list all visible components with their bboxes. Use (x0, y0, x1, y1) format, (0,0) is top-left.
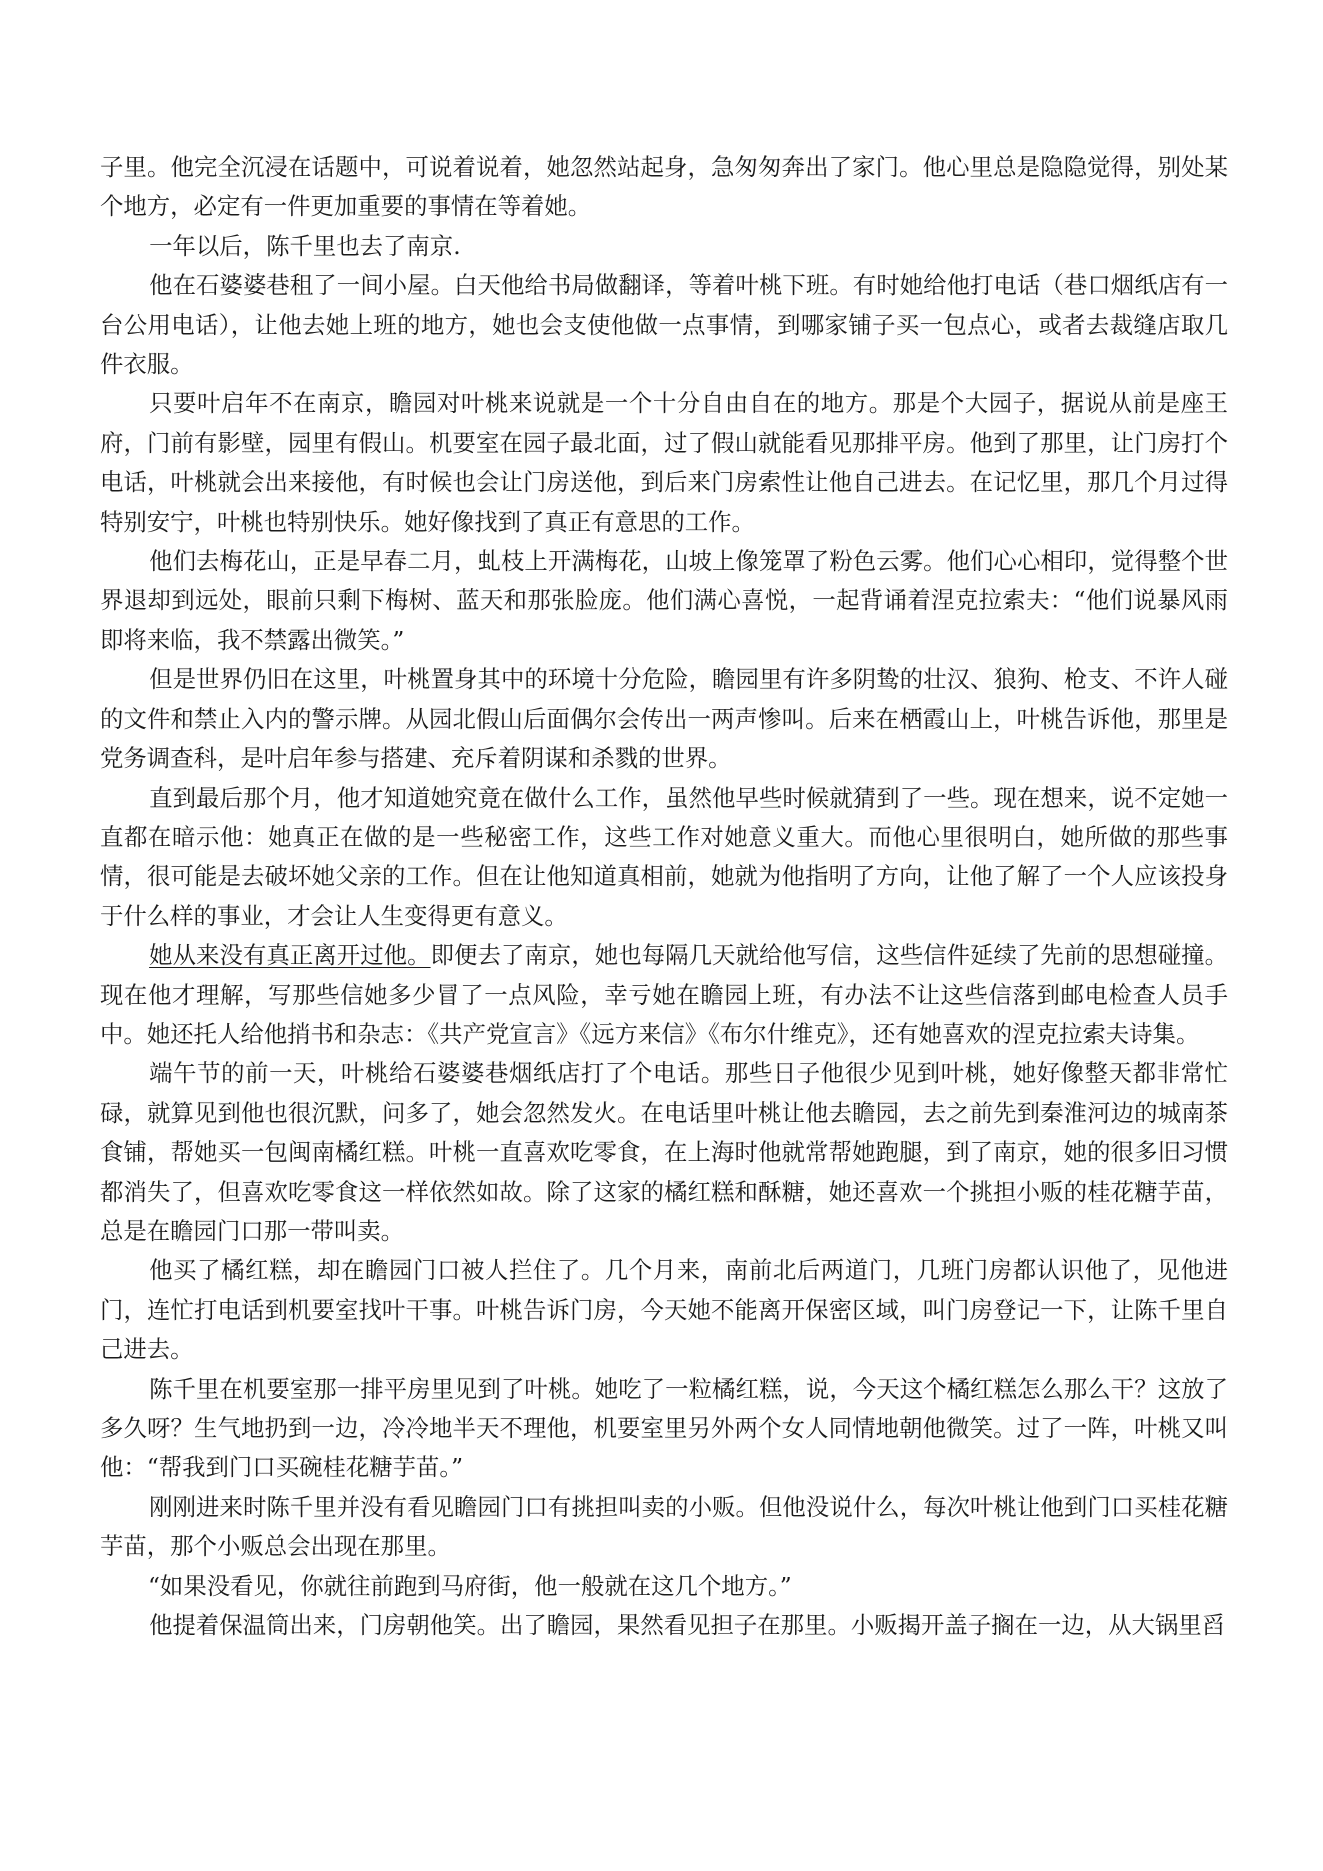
paragraph-1: 子里。他完全沉浸在话题中，可说着说着，她忽然站起身，急匆匆奔出了家门。他心里总是隐隐觉得，别处某个地方，必定有一件更加重要的事情在等着她。 (100, 153, 1228, 221)
paragraph-11: 陈千里在机要室那一排平房里见到了叶桃。她吃了一粒橘红糕，说，今天这个橘红糕怎么那么干？这放了多久呀？生气地扔到一边，冷冷地半天不理他，机要室里另外两个女人同情地朝他微笑。过了一阵，叶桃又叫他：“帮我到门口买碗桂花糖芋苗。” (100, 1374, 1228, 1482)
underlined-sentence: 她从来没有真正离开过他。 (149, 941, 431, 970)
paragraph-7: 直到最后那个月，他才知道她究竟在做什么工作，虽然他早些时候就猜到了一些。现在想来，说不定她一直都在暗示他：她真正在做的是一些秘密工作，这些工作对她意义重大。而他心里很明白，她所做的那些事情，很可能是去破坏她父亲的工作。但在让他知道真相前，她就为他指明了方向，让他了解了一个人应该投身于什么样的事业，才会让人生变得更有意义。 (100, 783, 1228, 930)
paragraph-12: 刚刚进来时陈千里并没有看见瞻园门口有挑担叫卖的小贩。但他没说什么，每次叶桃让他到门口买桂花糖芋苗，那个小贩总会出现在那里。 (100, 1492, 1228, 1561)
paragraph-8-rest: 即便去了南京，她也每隔几天就给他写信，这些信件延续了先前的思想碰撞。现在他才理解，写那些信她多少冒了一点风险，幸亏她在瞻园上班，有办法不让这些信落到邮电检查人员手中。她还托人给他捎书和杂志：《共产党宣言》《远方来信》《布尔什维克》，还有她喜欢的涅克拉索夫诗集。 (100, 941, 1229, 1048)
paragraph-8 (100, 936, 1228, 1054)
paragraph-5: 他们去梅花山，正是早春二月，虬枝上开满梅花，山坡上像笼罩了粉色云雾。他们心心相印，觉得整个世界退却到远处，眼前只剩下梅树、蓝天和那张脸庞。他们满心喜悦，一起背诵着涅克拉索夫：“他们说暴风雨即将来临，我不禁露出微笑。” (100, 547, 1228, 654)
paragraph-4: 只要叶启年不在南京，瞻园对叶桃来说就是一个十分自由自在的地方。那是个大园子，据说从前是座王府，门前有影壁，园里有假山。机要室在园子最北面，过了假山就能看见那排平房。他到了那里，让门房打个电话，叶桃就会出来接他，有时候也会让门房送他，到后来门房索性让他自己进去。在记忆里，那几个月过得特别安宁，叶桃也特别快乐。她好像找到了真正有意思的工作。 (100, 389, 1228, 536)
paragraph-14: 他提着保温筒出来，门房朝他笑。出了瞻园，果然看见担子在那里。小贩揭开盖子搁在一边，从大锅里舀 (149, 1611, 1226, 1640)
paragraph-13: “如果没看见，你就往前跑到马府街，他一般就在这几个地方。” (147, 1571, 792, 1600)
paragraph-6: 但是世界仍旧在这里，叶桃置身其中的环境十分危险，瞻园里有许多阴鸷的壮汉、狼狗、枪支、不许人碰的文件和禁止入内的警示牌。从园北假山后面偶尔会传出一两声惨叫。后来在栖霞山上，叶桃告诉他，那里是党务调查科，是叶启年参与搭建、充斥着阴谋和杀戮的世界。 (100, 665, 1228, 773)
paragraph-10: 他买了橘红糕，却在瞻园门口被人拦住了。几个月来，南前北后两道门，几班门房都认识他了，见他进门，连忙打电话到机要室找叶干事。叶桃告诉门房，今天她不能离开保密区域，叫门房登记一下，让陈千里自己进去。 (100, 1256, 1228, 1364)
paragraph-3: 他在石婆婆巷租了一间小屋。白天他给书局做翻译，等着叶桃下班。有时她给他打电话（巷口烟纸店有一台公用电话），让他去她上班的地方，她也会支使他做一点事情，到哪家铺子买一包点心，或者去裁缝店取几件衣服。 (100, 271, 1228, 379)
paragraph-9: 端午节的前一天，叶桃给石婆婆巷烟纸店打了个电话。那些日子他很少见到叶桃，她好像整天都非常忙碌，就算见到他也很沉默，问多了，她会忽然发火。在电话里叶桃让他去瞻园，去之前先到秦淮河边的城南茶食铺，帮她买一包闽南橘红糕。叶桃一直喜欢吃零食，在上海时他就常帮她跑腿，到了南京，她的很多旧习惯都消失了，但喜欢吃零食这一样依然如故。除了这家的橘红糕和酥糖，她还喜欢一个挑担小贩的桂花糖芋苗，总是在瞻园门口那一带叫卖。 (100, 1059, 1228, 1245)
paragraph-2: 一年以后，陈千里也去了南京. (149, 231, 461, 260)
